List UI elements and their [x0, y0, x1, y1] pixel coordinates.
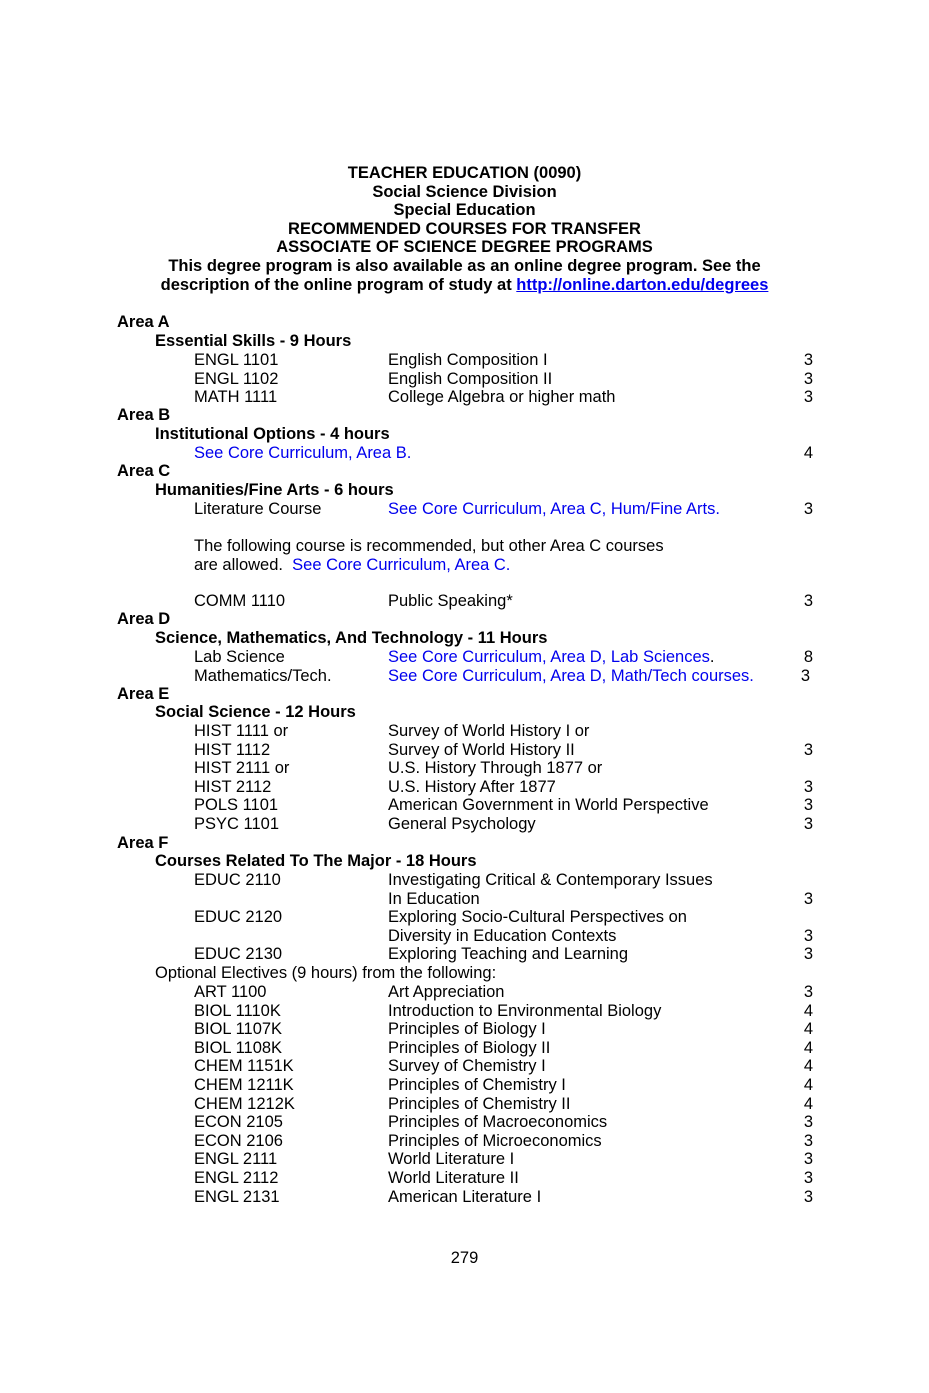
literature-course-hours: 3 [803, 500, 813, 518]
area-c-core-link[interactable]: See Core Curriculum, Area C. [292, 556, 511, 574]
course-code: HIST 2111 or [194, 759, 290, 778]
area-d-hours: 8 [803, 648, 813, 666]
electives-heading: Optional Electives (9 hours) from the following: [155, 964, 497, 982]
course-code: HIST 1111 or [194, 722, 289, 740]
course-hours: 4 [803, 1038, 813, 1057]
online-note-line1: This degree program is also available as an online degree program. See the [168, 257, 761, 275]
area-d-hours: 3 [800, 666, 810, 685]
literature-course-code: Literature Course [194, 500, 322, 518]
area-d-code: Lab Science [194, 648, 285, 666]
course-code: EDUC 2120 [194, 908, 283, 927]
area-e-heading: Social Science - 12 Hours [155, 703, 356, 721]
course-title: Principles of Biology I [388, 1020, 546, 1039]
course-hours: 3 [803, 926, 813, 945]
course-title: Principles of Macroeconomics [388, 1113, 608, 1132]
course-code: ECON 2106 [194, 1131, 283, 1150]
area-a-heading: Essential Skills - 9 Hours [155, 332, 352, 350]
area-f-heading: Courses Related To The Major - 18 Hours [155, 852, 477, 870]
course-hours: 3 [803, 983, 813, 1001]
area-c-hum-link[interactable]: See Core Curriculum, Area C, Hum/Fine Arts. [388, 500, 720, 518]
course-title: American Government in World Perspective [388, 796, 709, 815]
course-title: Principles of Chemistry II [388, 1094, 571, 1113]
area-d-label: Area D [117, 610, 171, 628]
course-hours: 3 [803, 1150, 813, 1169]
course-hours: 3 [803, 1187, 813, 1206]
course-title: English Composition I [388, 351, 548, 369]
course-title: Principles of Chemistry I [388, 1076, 566, 1094]
area-e-label: Area E [117, 685, 170, 703]
area-a-label: Area A [117, 313, 170, 331]
area-b-heading: Institutional Options - 4 hours [155, 425, 390, 443]
course-title: Exploring Teaching and Learning [388, 945, 629, 964]
online-degrees-link[interactable]: http://online.darton.edu/degrees [516, 276, 769, 294]
recommended-heading: RECOMMENDED COURSES FOR TRANSFER [288, 220, 641, 238]
area-c-heading: Humanities/Fine Arts - 6 hours [155, 481, 394, 499]
course-title: Art Appreciation [388, 983, 505, 1001]
course-code: CHEM 1211K [194, 1076, 294, 1094]
course-code: ENGL 2131 [194, 1187, 280, 1206]
course-hours: 3 [803, 796, 813, 815]
course-title: Principles of Biology II [388, 1038, 551, 1057]
course-hours: 3 [803, 351, 813, 369]
course-code: ENGL 2112 [194, 1169, 279, 1187]
course-title: Survey of World History I or [388, 722, 590, 740]
course-title: College Algebra or higher math [388, 388, 616, 407]
course-hours: 4 [803, 1076, 813, 1094]
course-hours: 3 [803, 1169, 813, 1187]
course-hours: 3 [803, 815, 813, 833]
course-code: BIOL 1107K [194, 1020, 283, 1039]
course-hours: 3 [803, 1113, 813, 1132]
area-c-note-text: are allowed. [194, 556, 293, 574]
course-title: Investigating Critical & Contemporary Issues [388, 871, 713, 889]
comm-course-title: Public Speaking* [388, 592, 513, 610]
course-code: MATH 1111 [194, 388, 278, 407]
course-hours: 3 [803, 740, 813, 759]
course-title: American Literature I [388, 1187, 542, 1206]
division-name: Social Science Division [372, 183, 557, 201]
course-hours: 3 [803, 369, 813, 388]
course-title: Introduction to Environmental Biology [388, 1001, 662, 1020]
area-b-core-link[interactable]: See Core Curriculum, Area B. [194, 444, 412, 462]
program-title: TEACHER EDUCATION (0090) [347, 164, 582, 182]
course-code: CHEM 1212K [194, 1094, 295, 1113]
course-hours: 4 [803, 1094, 813, 1113]
course-hours: 3 [803, 1131, 813, 1150]
course-title: In Education [388, 889, 480, 908]
course-hours: 4 [803, 1001, 813, 1020]
area-f-label: Area F [117, 834, 169, 852]
online-note-text: description of the online program of study at [160, 276, 517, 294]
course-title: Survey of World History II [388, 740, 575, 759]
course-code: EDUC 2110 [194, 871, 281, 889]
course-code: BIOL 1108K [194, 1038, 283, 1057]
course-title: World Literature II [388, 1169, 519, 1187]
course-code: ENGL 1101 [194, 351, 279, 369]
course-code: EDUC 2130 [194, 945, 283, 964]
program-specialty: Special Education [393, 201, 536, 219]
degree-programs-heading: ASSOCIATE OF SCIENCE DEGREE PROGRAMS [276, 238, 653, 256]
area-c-note-line1: The following course is recommended, but other Area C courses [194, 537, 664, 555]
area-c-note-line2 [194, 556, 510, 575]
course-title: U.S. History Through 1877 or [388, 759, 603, 778]
course-title: Exploring Socio-Cultural Perspectives on [388, 908, 687, 927]
area-b-label: Area B [117, 406, 171, 424]
course-code: ENGL 2111 [194, 1150, 278, 1169]
area-c-label: Area C [117, 462, 171, 480]
area-d-heading: Science, Mathematics, And Technology - 11 Hours [155, 629, 548, 647]
course-code: ENGL 1102 [194, 369, 279, 388]
course-hours: 4 [803, 1020, 813, 1039]
course-code: HIST 1112 [194, 740, 271, 759]
online-note-line2 [0, 276, 929, 295]
course-code: ART 1100 [194, 983, 267, 1001]
course-code: PSYC 1101 [194, 815, 279, 833]
course-title: Diversity in Education Contexts [388, 926, 617, 945]
course-hours: 4 [803, 1057, 813, 1076]
course-code: ECON 2105 [194, 1113, 283, 1132]
comm-course-code: COMM 1110 [194, 592, 286, 610]
course-title: English Composition II [388, 369, 553, 388]
course-code: HIST 2112 [194, 777, 272, 796]
course-hours: 3 [803, 388, 813, 407]
course-code: POLS 1101 [194, 796, 279, 815]
course-title: Survey of Chemistry I [388, 1057, 546, 1076]
area-d-core-link[interactable]: See Core Curriculum, Area D, Math/Tech courses. [388, 666, 754, 685]
course-title: Principles of Microeconomics [388, 1131, 602, 1150]
page-number: 279 [450, 1249, 479, 1267]
comm-course-hours: 3 [803, 592, 813, 610]
area-d-link-line [388, 648, 715, 667]
area-d-link-line [388, 667, 754, 686]
course-title: General Psychology [388, 815, 536, 833]
course-hours: 3 [803, 889, 813, 908]
course-title: U.S. History After 1877 [388, 777, 556, 796]
area-d-core-link[interactable]: See Core Curriculum, Area D, Lab Sciences [388, 648, 710, 666]
course-hours: 3 [803, 945, 813, 964]
area-b-hours: 4 [803, 444, 813, 462]
course-code: CHEM 1151K [194, 1057, 294, 1076]
course-title: World Literature I [388, 1150, 515, 1169]
course-hours: 3 [803, 777, 813, 796]
course-code: BIOL 1110K [194, 1001, 281, 1020]
area-d-code: Mathematics/Tech. [194, 666, 332, 685]
area-d-link-suffix: . [709, 648, 715, 666]
